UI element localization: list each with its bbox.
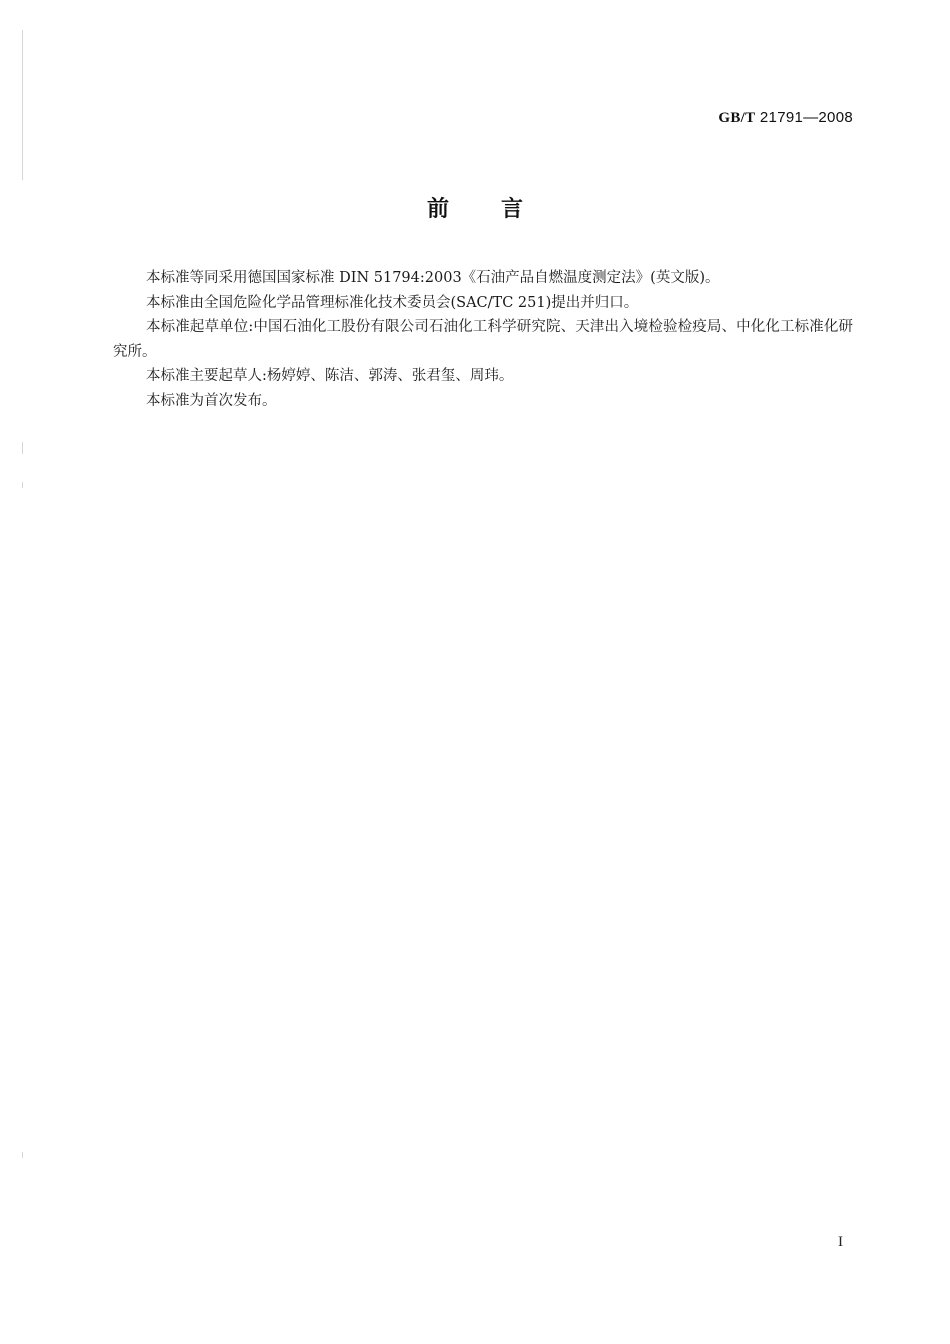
paragraph: 本标准为首次发布。 — [146, 392, 277, 409]
foreword-body — [113, 266, 853, 413]
page-number: I — [838, 1234, 843, 1250]
standard-prefix: GB/T — [718, 110, 756, 126]
scan-artifact — [22, 482, 23, 488]
paragraph: 本标准等同采用德国国家标准 DIN 51794:2003《石油产品自燃温度测定法》(英文版)。 — [146, 270, 720, 286]
scan-artifact — [22, 442, 23, 454]
scan-artifact — [22, 30, 23, 180]
paragraph: 本标准由全国危险化学品管理标准化技术委员会(SAC/TC 251)提出并归口。 — [146, 294, 639, 311]
page-title: 前言 — [426, 197, 575, 222]
standard-number: 21791—2008 — [759, 109, 853, 126]
scan-artifact — [22, 1152, 23, 1158]
paragraph: 本标准起草单位:中国石油化工股份有限公司石油化工科学研究院、天津出入境检验检疫局、中化化工标准化研究所。 — [113, 319, 853, 360]
standard-code — [718, 109, 853, 127]
paragraph: 本标准主要起草人:杨婷婷、陈洁、郭涛、张君玺、周玮。 — [146, 368, 514, 384]
